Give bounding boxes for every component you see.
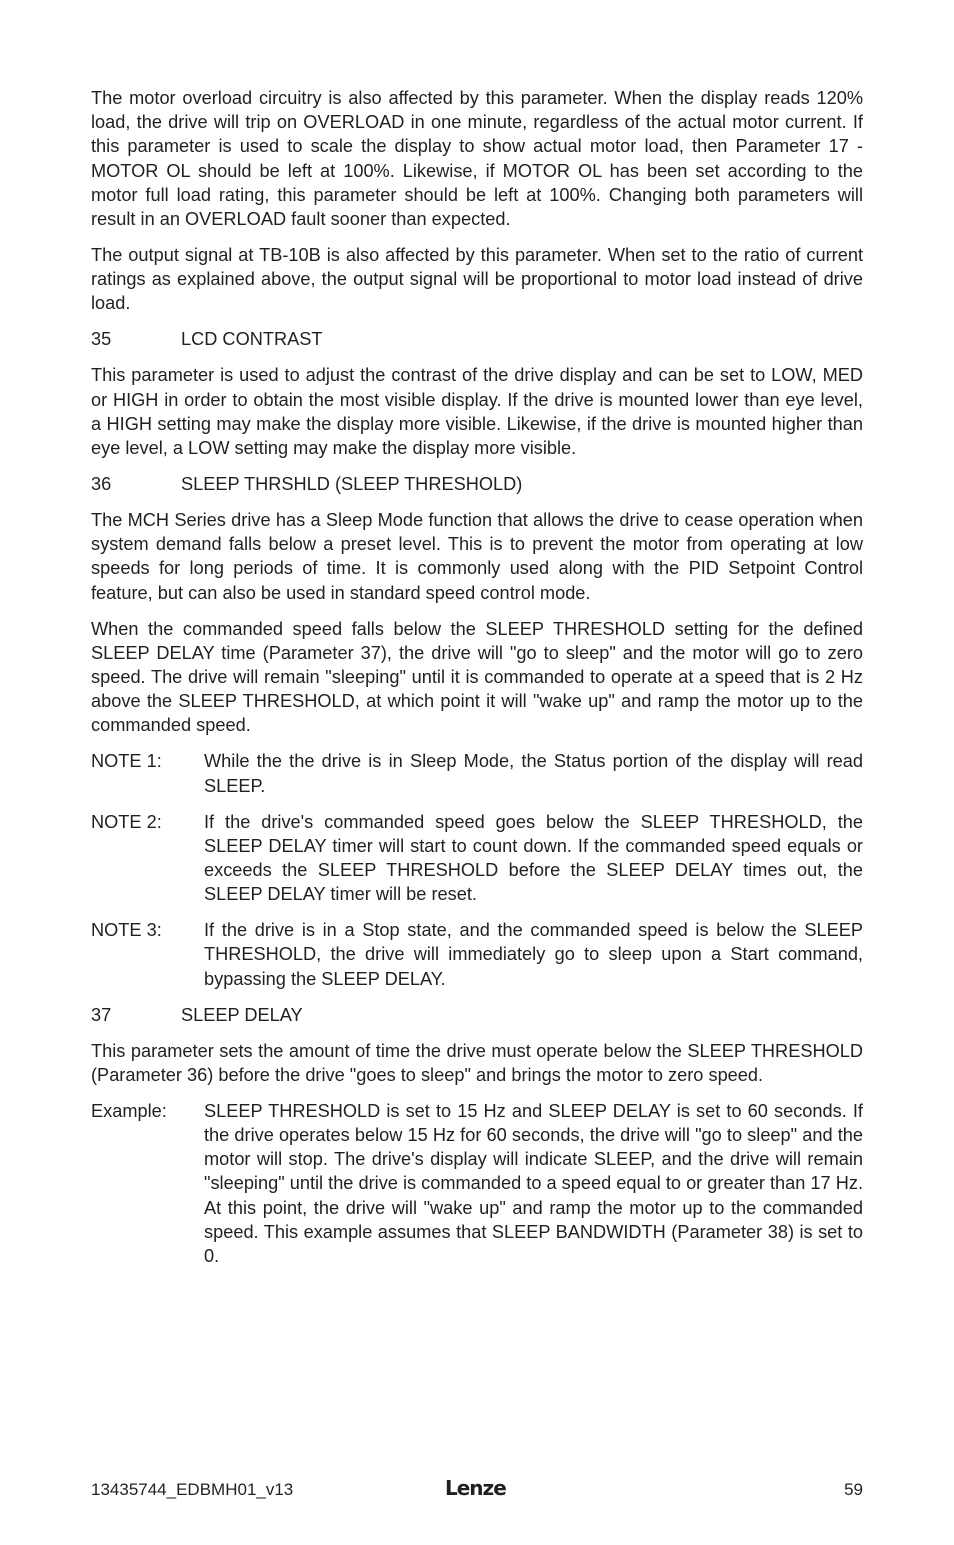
note-3-label: NOTE 3: [91,920,162,941]
paragraph-output-signal: The output signal at TB-10B is also affected by this parameter. When set to the ratio of current ratings as explained above, the output signal will be proportional to motor load instead of drive load. [91,245,863,314]
param-35-title: LCD CONTRAST [181,329,323,350]
note-2-label: NOTE 2: [91,811,162,832]
example [91,1099,863,1268]
note-3-text: If the drive is in a Stop state, and the commanded speed is below the SLEEP THRESHOLD, the drive will immediately go to sleep upon a Start command, bypassing the SLEEP DELAY. [204,920,863,989]
param-36-number: 36 [91,474,112,495]
param-37-number: 37 [91,1004,112,1025]
example-label: Example: [91,1100,167,1121]
param-37-description: This parameter sets the amount of time the drive must operate below the SLEEP THRESHOLD (Parameter 36) before the drive "goes to sleep" and brings the motor to zero speed. [91,1040,863,1085]
param-37-title: SLEEP DELAY [181,1004,303,1025]
note-2 [91,810,863,907]
param-36-title: SLEEP THRSHLD (SLEEP THRESHOLD) [181,474,523,495]
param-35-number: 35 [91,329,112,350]
note-1-text: While the the drive is in Sleep Mode, the Status portion of the display will read SLEEP. [204,751,863,796]
document-id: 13435744_EDBMH01_v13 [91,1480,294,1499]
note-1 [91,749,863,797]
example-text: SLEEP THRESHOLD is set to 15 Hz and SLEEP DELAY is set to 60 seconds. If the drive operates below 15 Hz for 60 seconds, the drive will "go to sleep" and the motor will stop. The drive's display will indicate SLEEP, and the drive will remain "sleeping" until the drive is commanded to a speed equal to or greater than 17 Hz. At this point, the drive will "wake up" and ramp the motor up to the commanded speed. This example assumes that SLEEP BANDWIDTH (Parameter 38) is set to 0. [204,1100,863,1267]
param-35-description: This parameter is used to adjust the contrast of the drive display and can be set to LOW, MED or HIGH in order to obtain the most visible display. If the drive is mounted lower than eye level, a HIGH setting may make the display more visible. Likewise, if the drive is mounted higher than eye level, a LOW setting may make the display more visible. [91,365,863,459]
param-36-heading [91,472,863,496]
lenze-logo: Lenze [445,1476,506,1500]
note-2-text: If the drive's commanded speed goes below the SLEEP THRESHOLD, the SLEEP DELAY timer will start to count down. If the commanded speed equals or exceeds the SLEEP THRESHOLD before the SLEEP DELAY times out, the SLEEP DELAY timer will be reset. [204,811,863,905]
page-number: 59 [844,1480,863,1499]
note-1-label: NOTE 1: [91,751,162,772]
param-36-description-2: When the commanded speed falls below the SLEEP THRESHOLD setting for the defined SLEEP DELAY time (Parameter 37), the drive will "go to sleep" and the motor will go to zero speed. The drive will remain "sleeping" until it is commanded to operate at a speed that is 2 Hz above the SLEEP THRESHOLD, at which point it will "wake up" and ramp the motor up to the commanded speed. [91,618,863,736]
paragraph-motor-overload: The motor overload circuitry is also affected by this parameter. When the display reads 120% load, the drive will trip on OVERLOAD in one minute, regardless of the actual motor current. If this parameter is used to scale the display to show actual motor load, then Parameter 17 - MOTOR OL should be left at 100%. Likewise, if MOTOR OL has been set according to the motor full load rating, this parameter should be left at 100%. Changing both parameters will result in an OVERLOAD fault sooner than expected. [91,88,863,230]
param-35-heading [91,327,863,351]
param-37-heading [91,1003,863,1027]
note-3 [91,918,863,991]
page-body [91,86,863,1280]
page-footer [91,1478,863,1502]
param-36-description: The MCH Series drive has a Sleep Mode function that allows the drive to cease operation when system demand falls below a preset level. This is to prevent the motor from operating at low speeds for long periods of time. It is commonly used along with the PID Setpoint Control feature, but can also be used in standard speed control mode. [91,510,863,603]
